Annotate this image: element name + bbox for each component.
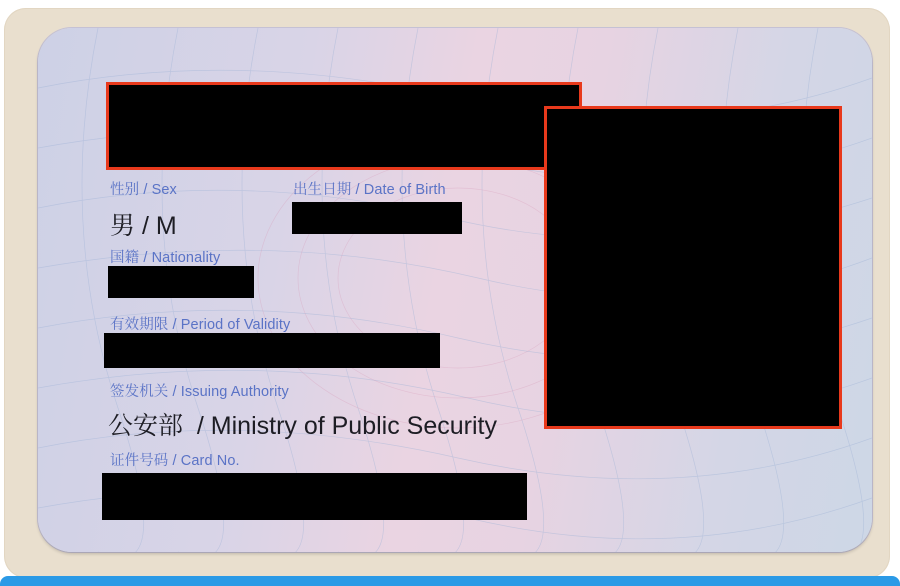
nationality-label: 国籍 / Nationality [110, 250, 221, 266]
photo-redaction [544, 106, 842, 429]
authority-label: 签发机关 / Issuing Authority [110, 384, 289, 400]
sex-value: 男 / M [110, 212, 177, 240]
authority-value: 公安部 / Ministry of Public Security [108, 412, 497, 440]
nationality-redaction [108, 266, 254, 298]
id-card [38, 28, 872, 552]
validity-label: 有效期限 / Period of Validity [110, 317, 291, 333]
dob-label: 出生日期 / Date of Birth [293, 182, 446, 198]
bottom-bar [0, 576, 900, 586]
validity-redaction [104, 333, 440, 368]
name-redaction [106, 82, 582, 170]
card-no-redaction [102, 473, 527, 520]
sex-label: 性别 / Sex [110, 182, 177, 198]
card-no-label: 证件号码 / Card No. [110, 453, 240, 469]
dob-redaction [292, 202, 462, 234]
